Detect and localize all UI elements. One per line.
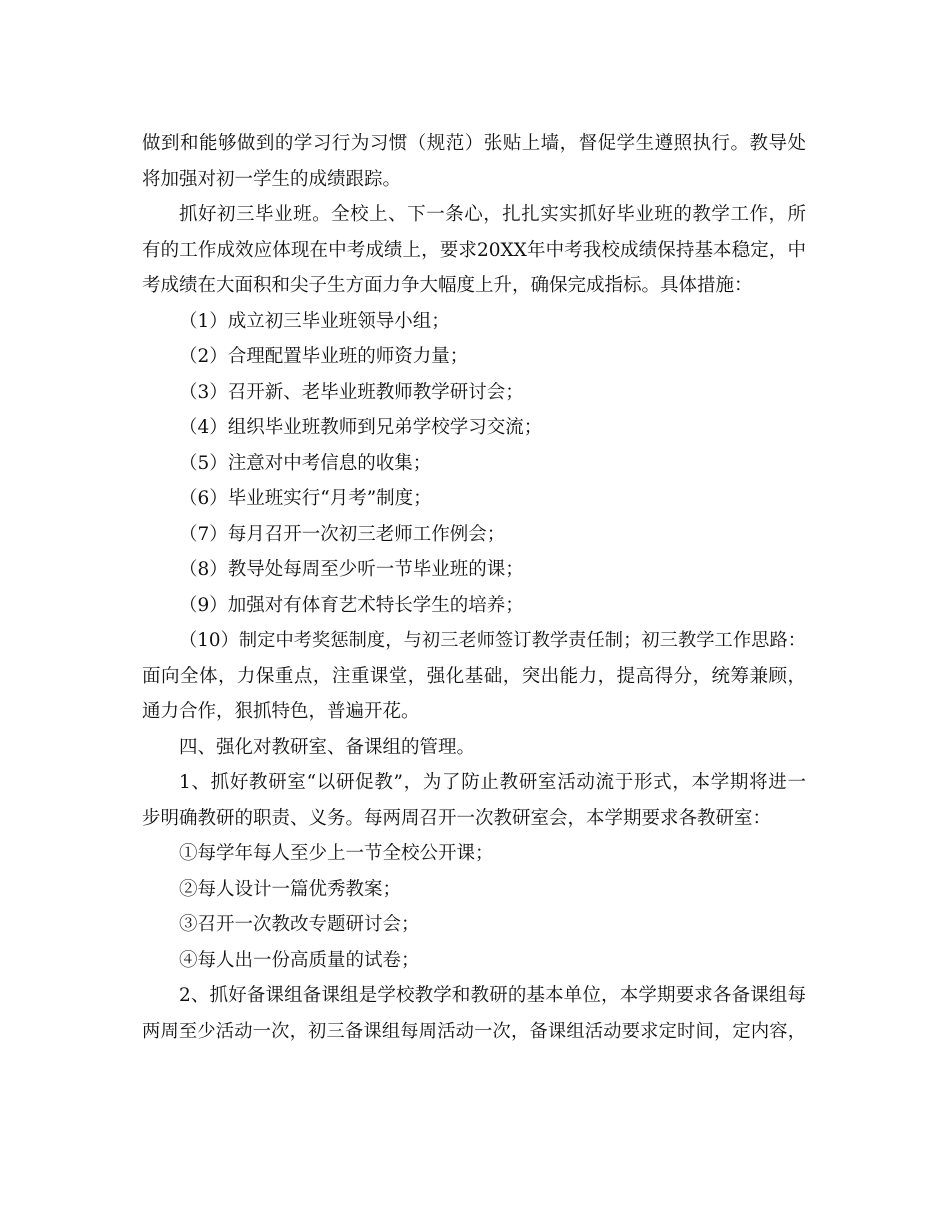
text-line: 1、抓好教研室“以研促教”，为了防止教研室活动流于形式，本学期将进一 [179,772,806,793]
section-heading [142,730,806,766]
document-body [142,126,806,1049]
text-line: 做到和能够做到的学习行为习惯（规范）张贴上墙，督促学生遵照执行。教导处 [142,133,806,154]
text-line: （3）召开新、老毕业班教师教学研讨会； [179,381,524,403]
list-item [142,872,806,908]
text-line: （9）加强对有体育艺术特长学生的培养； [179,594,524,616]
list-item [142,446,806,482]
paragraph [142,126,806,197]
paragraph [142,978,806,1049]
text-line: 步明确教研的职责、义务。每两周召开一次教研室会，本学期要求各教研室： [142,807,772,829]
text-line: （1）成立初三毕业班领导小组； [179,310,450,332]
list-item [142,481,806,517]
text-line: （2）合理配置毕业班的师资力量； [179,346,469,367]
text-line: 有的工作成效应体现在中考成绩上，要求20XX年中考我校成绩保持基本稳定，中 [142,239,806,261]
text-line: 通力合作，狠抓特色，普遍开花。 [142,701,420,722]
text-line: （5）注意对中考信息的收集； [179,452,432,474]
list-item [142,552,806,588]
text-line: 面向全体，力保重点，注重课堂，强化基础，突出能力，提高得分，统筹兼顾， [142,665,806,687]
paragraph [142,765,806,836]
text-line: ①每学年每人至少上一节全校公开课； [179,843,494,864]
list-item [142,304,806,340]
paragraph [142,197,806,304]
list-item [142,588,806,624]
list-item [142,410,806,446]
list-item [142,339,806,375]
text-line: 抓好初三毕业班。全校上、下一条心，扎扎实实抓好毕业班的教学工作，所 [179,204,806,225]
text-line: （8）教导处每周至少听一节毕业班的课； [179,559,524,580]
text-line: 考成绩在大面积和尖子生方面力争大幅度上升，确保完成指标。具体措施： [142,275,753,296]
list-item [142,836,806,872]
text-line: 2、抓好备课组备课组是学校教学和教研的基本单位，本学期要求各备课组每 [179,985,806,1006]
list-item [142,907,806,943]
text-line: 两周至少活动一次，初三备课组每周活动一次，备课组活动要求定时间，定内容， [142,1020,806,1042]
text-line: （7）每月召开一次初三老师工作例会； [179,523,506,545]
list-item [142,375,806,411]
text-line: 四、强化对教研室、备课组的管理。 [179,736,476,758]
text-line: ④每人出一份高质量的试卷； [179,949,420,971]
text-line: （6）毕业班实行“月考”制度； [179,488,432,509]
text-line: ②每人设计一篇优秀教案； [179,878,402,900]
list-item [142,517,806,553]
list-item [142,623,806,730]
text-line: ③召开一次教改专题研讨会； [179,914,420,935]
text-line: （10）制定中考奖惩制度，与初三老师签订教学责任制；初三教学工作思路： [179,630,806,651]
text-line: 将加强对初一学生的成绩跟踪。 [142,168,402,190]
text-line: （4）组织毕业班教师到兄弟学校学习交流； [179,417,543,438]
list-item [142,943,806,979]
